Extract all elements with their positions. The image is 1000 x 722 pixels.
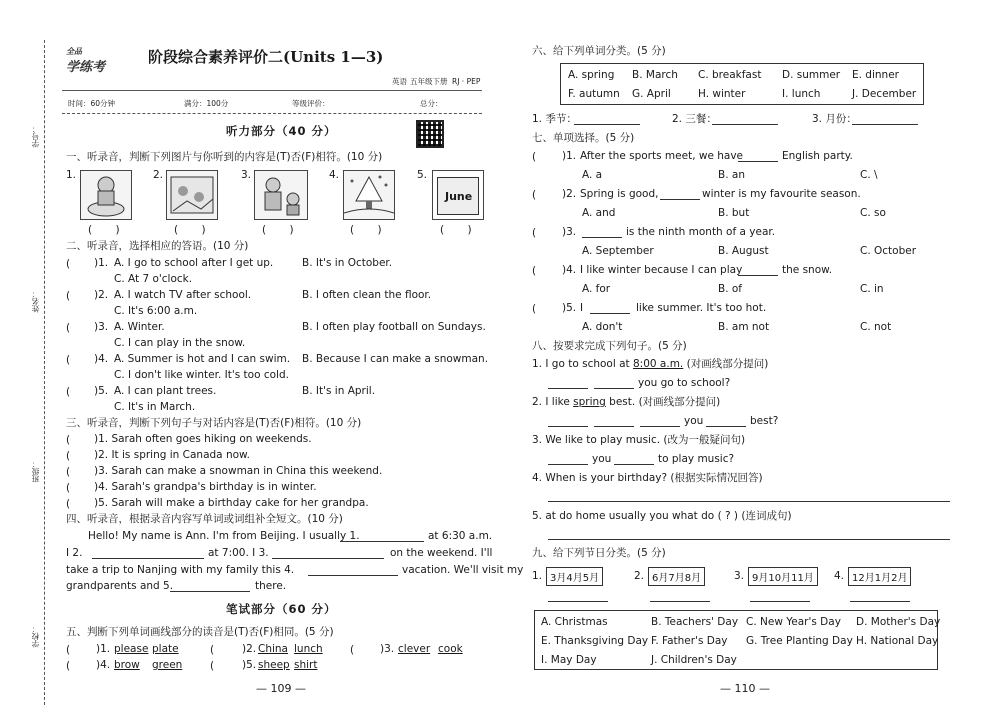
s7-blank[interactable]: [738, 275, 778, 276]
blank-3[interactable]: [272, 558, 384, 559]
s8-answer-line[interactable]: [548, 501, 950, 502]
s6-blank-3[interactable]: [852, 124, 918, 125]
s2-q5-b: B. It's in April.: [302, 385, 376, 397]
s2-q4-c: C. I don't like winter. It's too cold.: [114, 369, 289, 381]
s8-blank[interactable]: [706, 426, 746, 427]
picture-5-calendar: [432, 170, 484, 220]
s2-title: 二、听录音，选择相应的答语。(10 分): [66, 240, 249, 252]
s2-q1-b: B. It's in October.: [302, 257, 393, 269]
s3-item: )1. Sarah often goes hiking on weekends.: [94, 433, 312, 445]
s3-item: )5. Sarah will make a birthday cake for her grandpa.: [94, 497, 369, 509]
pic-num-1: 1.: [66, 169, 77, 181]
s8-blank[interactable]: [594, 388, 634, 389]
margin-label-name: 姓名：: [31, 290, 40, 313]
grade-eval: 等级评价：: [292, 99, 330, 108]
s2-q1-a: A. I go to school after I get up.: [114, 257, 274, 269]
s8-blank[interactable]: [548, 464, 588, 465]
s7-title: 七、单项选择。(5 分): [532, 132, 635, 144]
s7-blank[interactable]: [738, 161, 778, 162]
s2-q3-c: C. I can play in the snow.: [114, 337, 246, 349]
subject: 英语: [392, 77, 407, 86]
answer-paren-4[interactable]: ( ): [350, 224, 382, 236]
s8-title: 八、按要求完成下列句子。(5 分): [532, 340, 687, 352]
s5-paren[interactable]: (: [350, 644, 355, 656]
s7-paren[interactable]: (: [532, 303, 537, 315]
grade: 五年级下册: [410, 77, 448, 86]
s2-q5-c: C. It's in March.: [114, 401, 196, 413]
s7-paren[interactable]: (: [532, 189, 537, 201]
s5-paren[interactable]: (: [210, 644, 215, 656]
pic-num-2: 2.: [153, 169, 164, 181]
s4-title: 四、听录音，根据录音内容写单词或词组补全短文。(10 分): [66, 513, 343, 525]
answer-paren-2[interactable]: ( ): [174, 224, 206, 236]
blank-1[interactable]: [340, 541, 424, 542]
s7-blank[interactable]: [590, 313, 630, 314]
s8-blank[interactable]: [594, 426, 634, 427]
s7-paren[interactable]: (: [532, 227, 537, 239]
s7-blank[interactable]: [582, 237, 622, 238]
s2-paren[interactable]: (: [66, 258, 91, 270]
s7-paren[interactable]: (: [532, 151, 537, 163]
s2-q4-a: A. Summer is hot and I can swim.: [114, 353, 291, 365]
writing-title: 笔试部分（60 分）: [226, 602, 337, 616]
s8-answer-line[interactable]: [548, 539, 950, 540]
s5-title: 五、判断下列单词画线部分的读音是(T)否(F)相同。(5 分): [66, 626, 334, 638]
s9-blank[interactable]: [650, 601, 710, 602]
calendar-month: June: [445, 190, 473, 203]
answer-paren-1[interactable]: ( ): [88, 224, 120, 236]
full-score: 满分：100分: [184, 99, 229, 108]
page-number-left: — 109 —: [256, 682, 306, 695]
s3-paren[interactable]: (: [66, 450, 71, 462]
s2-q1-c: C. At 7 o'clock.: [114, 273, 193, 285]
binding-line: [44, 40, 45, 705]
s9-blank[interactable]: [750, 601, 810, 602]
picture-4: [343, 170, 395, 220]
s2-q4-b: B. Because I can make a snowman.: [302, 353, 489, 365]
s5-paren[interactable]: (: [66, 644, 71, 656]
s2-q5-a: A. I can plant trees.: [114, 385, 217, 397]
margin-label-school: 学校：: [31, 625, 40, 648]
header-rule: [62, 90, 482, 91]
s3-title: 三、听录音，判断下列句子与对话内容是(T)否(F)相符。(10 分): [66, 417, 362, 429]
s9-blank[interactable]: [850, 601, 910, 602]
blank-5[interactable]: [170, 591, 250, 592]
s8-blank[interactable]: [548, 388, 588, 389]
s8-blank[interactable]: [548, 426, 588, 427]
pic-num-3: 3.: [241, 169, 252, 181]
page-title: 阶段综合素养评价二(Units 1—3): [148, 48, 384, 66]
s2-q3-a: A. Winter.: [114, 321, 165, 333]
blank-2[interactable]: [92, 558, 204, 559]
page-number-right: — 110 —: [720, 682, 770, 695]
s1-title: 一、听录音，判断下列图片与你听到的内容是(T)否(F)相符。(10 分): [66, 151, 383, 163]
s3-paren[interactable]: (: [66, 498, 71, 510]
time: 时间：60分钟: [68, 99, 116, 108]
picture-3: [254, 170, 308, 220]
s3-paren[interactable]: (: [66, 482, 71, 494]
s8-blank[interactable]: [614, 464, 654, 465]
s6-blank-2[interactable]: [712, 124, 778, 125]
s3-paren[interactable]: (: [66, 466, 71, 478]
answer-paren-5[interactable]: ( ): [440, 224, 472, 236]
pic-num-4: 4.: [329, 169, 340, 181]
s2-q2-c: C. It's 6:00 a.m.: [114, 305, 198, 317]
edition: RJ · PEP: [452, 77, 481, 86]
s7-blank[interactable]: [660, 199, 700, 200]
s5-paren[interactable]: (: [66, 660, 71, 672]
margin-label-id: 学号：: [31, 125, 40, 148]
s2-paren[interactable]: (: [66, 322, 91, 334]
header-dashed-rule: [62, 113, 482, 114]
total: 总分：: [420, 99, 443, 108]
picture-1: [80, 170, 132, 220]
s8-blank[interactable]: [640, 426, 680, 427]
s2-paren[interactable]: (: [66, 386, 91, 398]
listening-title: 听力部分（40 分）: [226, 124, 337, 138]
s3-item: )4. Sarah's grandpa's birthday is in winter.: [94, 481, 317, 493]
s2-paren[interactable]: (: [66, 354, 91, 366]
s3-item: )2. It is spring in Canada now.: [94, 449, 250, 461]
s5-paren[interactable]: (: [210, 660, 215, 672]
blank-4[interactable]: [308, 575, 398, 576]
s3-paren[interactable]: (: [66, 434, 71, 446]
s2-q2-a: A. I watch TV after school.: [114, 289, 252, 301]
s3-item: )3. Sarah can make a snowman in China this weekend.: [94, 465, 383, 477]
pic-num-5: 5.: [417, 169, 428, 181]
qr-code-icon[interactable]: [416, 120, 444, 148]
s2-q3-b: B. I often play football on Sundays.: [302, 321, 486, 333]
answer-paren-3[interactable]: ( ): [262, 224, 294, 236]
s2-q2-b: B. I often clean the floor.: [302, 289, 432, 301]
margin-label-class: 班级：: [31, 460, 40, 483]
logo: 全品 学练考: [66, 47, 106, 75]
s2-paren[interactable]: (: [66, 290, 91, 302]
picture-2: [166, 170, 218, 220]
s9-blank[interactable]: [548, 601, 608, 602]
s6-blank-1[interactable]: [574, 124, 640, 125]
s9-title: 九、给下列节日分类。(5 分): [532, 547, 666, 559]
s6-title: 六、给下列单词分类。(5 分): [532, 45, 666, 57]
s7-paren[interactable]: (: [532, 265, 537, 277]
